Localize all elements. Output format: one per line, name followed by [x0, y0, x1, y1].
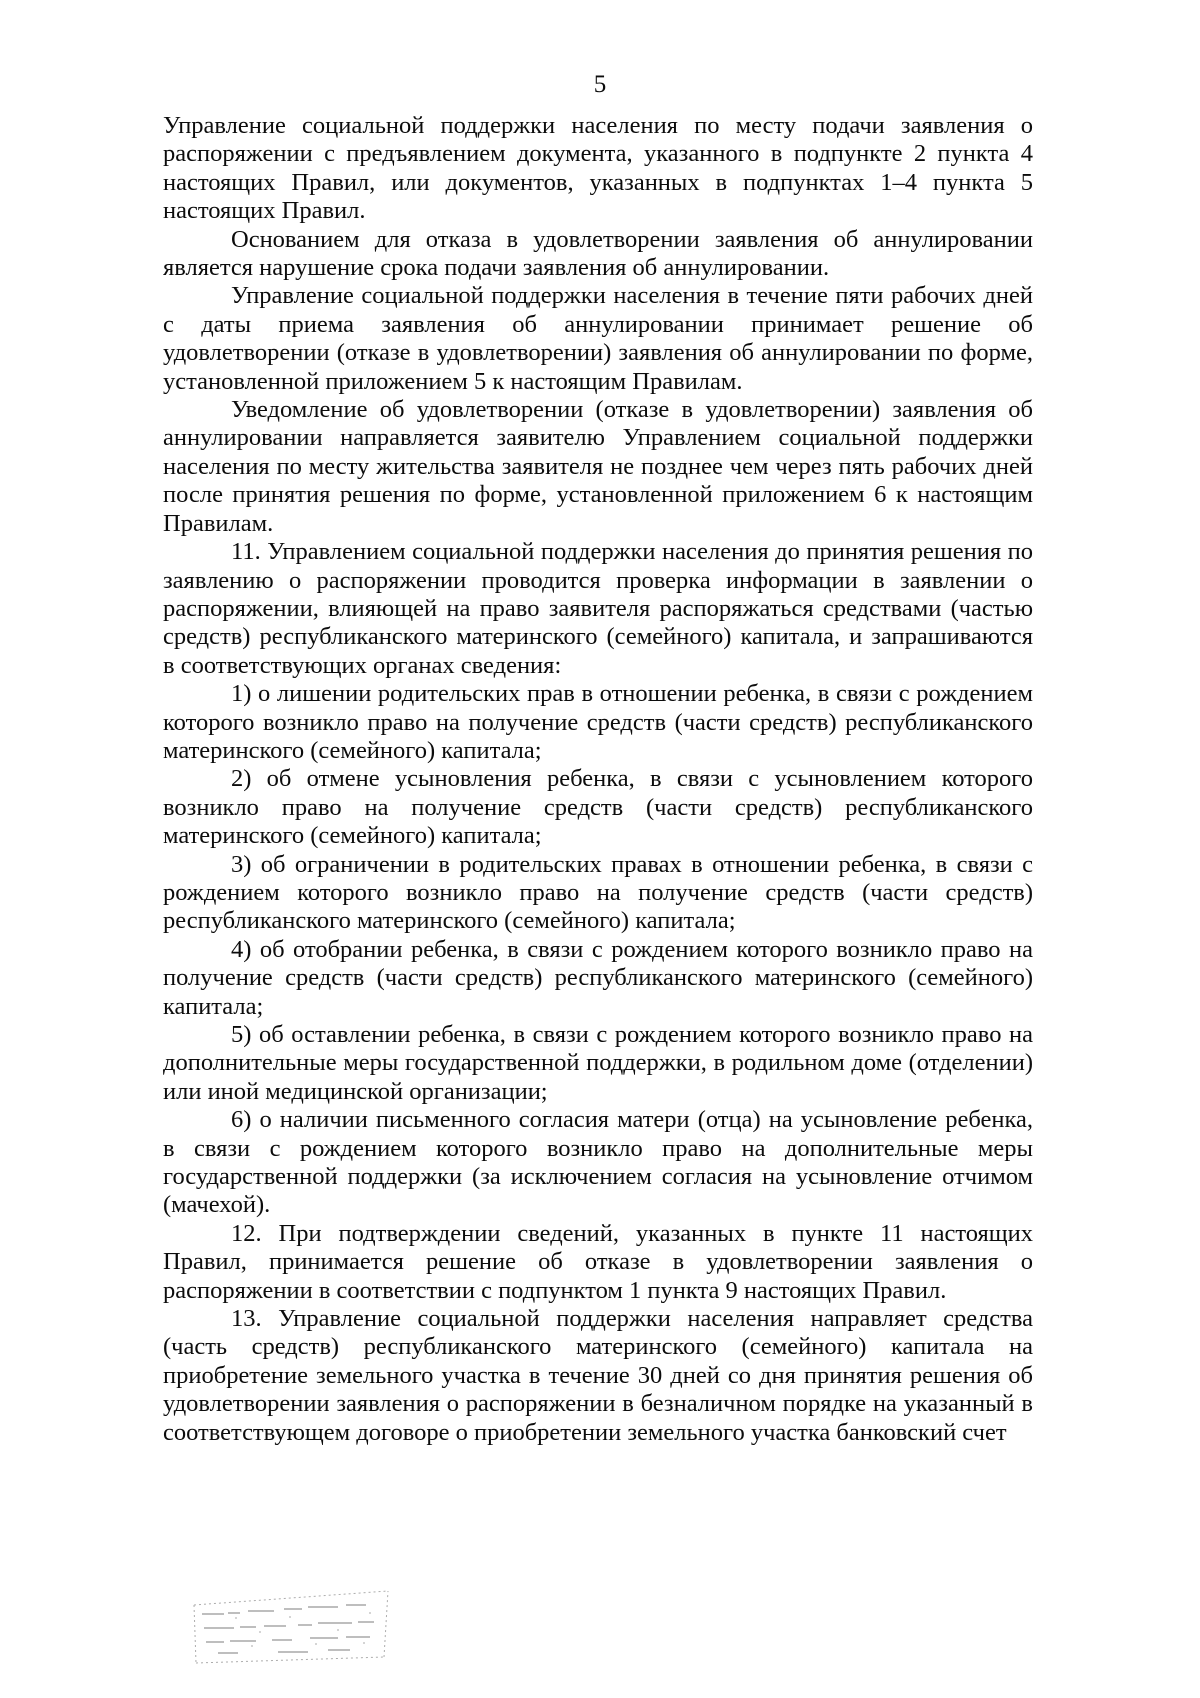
page-number: 5 [593, 71, 607, 98]
document-body [163, 112, 1033, 1447]
clause-11: 11. Управлением социальной поддержки населения до принятия решения по заявлению о распоряжении проводится проверка информации в заявлении о распоряжении, влияющей на право заявителя распоряжаться средствами (частью средств) республиканского материнского (семейного) капитала, и запрашиваются в соответствующих органах сведения: [163, 538, 1033, 679]
subclause-1: 1) о лишении родительских прав в отношении ребенка, в связи с рождением которого возникло право на получение средств (части средств) республиканского материнского (семейного) капитала; [163, 680, 1033, 764]
paragraph: Управление социальной поддержки населения в течение пяти рабочих дней с даты приема заявления об аннулировании принимает решение об удовлетворении (отказе в удовлетворении) заявления об аннулировании по форме, установленной приложением 5 к настоящим Правилам. [163, 282, 1033, 395]
registration-stamp-mark [188, 1583, 392, 1668]
paragraph: Управление социальной поддержки населения по месту подачи заявления о распоряжении с предъявлением документа, указанного в подпункте 2 пункта 4 настоящих Правил, или документов, указанных в подпунктах 1–4 пункта 5 настоящих Правил. [163, 112, 1033, 225]
subclause-4: 4) об отобрании ребенка, в связи с рождением которого возникло право на получение средств (части средств) республиканского материнского (семейного) капитала; [163, 935, 1033, 1020]
paragraph: Уведомление об удовлетворении (отказе в удовлетворении) заявления об аннулировании направляется заявителю Управлением социальной поддержки населения по месту жительства заявителя не позднее чем через пять рабочих дней после принятия решения по форме, установленной приложением 6 к настоящим Правилам. [163, 396, 1033, 537]
subclause-6: 6) о наличии письменного согласия матери (отца) на усыновление ребенка, в связи с рождением которого возникло право на дополнительные меры государственной поддержки (за исключением согласия на усыновление отчимом (мачехой). [163, 1106, 1033, 1219]
subclause-2: 2) об отмене усыновления ребенка, в связи с усыновлением которого возникло право на получение средств (части средств) республиканского материнского (семейного) капитала; [163, 765, 1033, 850]
subclause-5: 5) об оставлении ребенка, в связи с рождением которого возникло право на дополнительные меры государственной поддержки, в родильном доме (отделении) или иной медицинской организации; [163, 1021, 1033, 1105]
clause-13: 13. Управление социальной поддержки населения направляет средства (часть средств) республиканского материнского (семейного) капитала на приобретение земельного участка в течение 30 дней со дня принятия решения об удовлетворении заявления о распоряжении в безналичном порядке на указанный в соответствующем договоре о приобретении земельного участка банковский счет [163, 1305, 1033, 1446]
paragraph: Основанием для отказа в удовлетворении заявления об аннулировании является нарушение срока подачи заявления об аннулировании. [163, 225, 1033, 282]
subclause-3: 3) об ограничении в родительских правах в отношении ребенка, в связи с рождением которого возникло право на получение средств (части средств) республиканского материнского (семейного) капитала; [163, 850, 1033, 935]
clause-12: 12. При подтверждении сведений, указанных в пункте 11 настоящих Правил, принимается решение об отказе в удовлетворении заявления о распоряжении в соответствии с подпунктом 1 пункта 9 настоящих Правил. [163, 1219, 1033, 1304]
